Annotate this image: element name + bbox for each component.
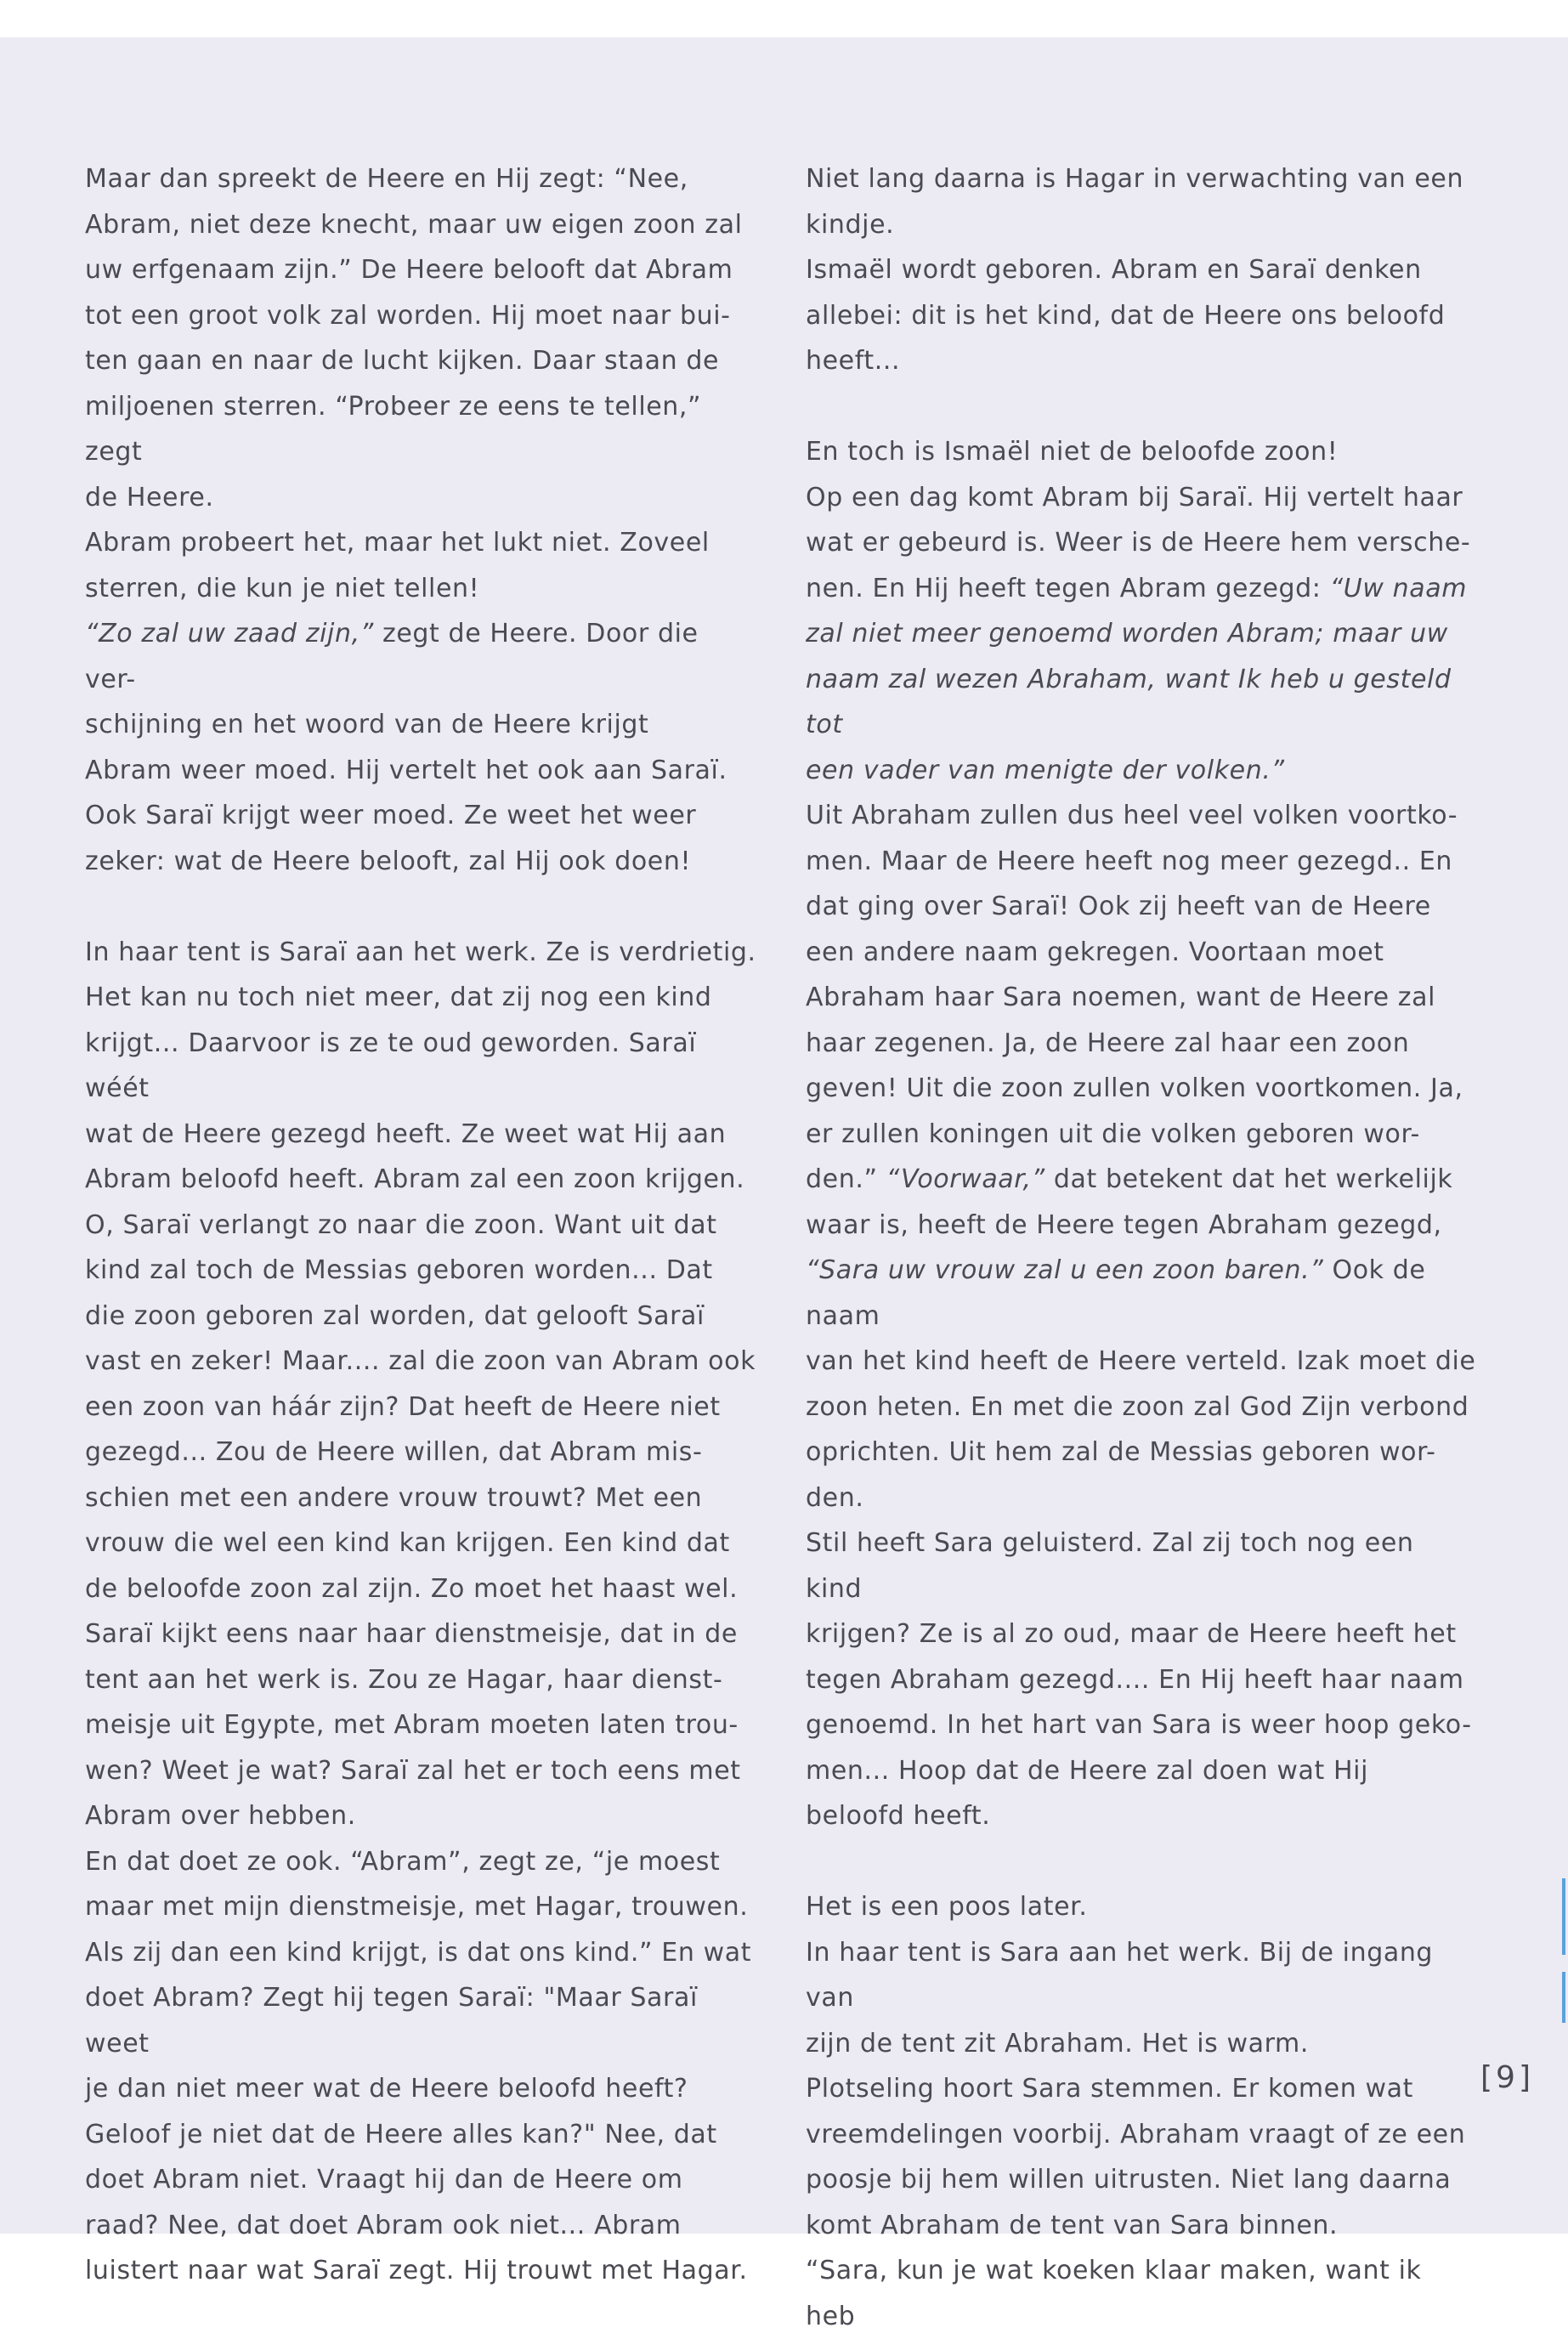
- left-line: de Heere.: [85, 482, 214, 513]
- left-line: wat de Heere gezegd heeft. Ze weet wat Hij aan: [85, 1119, 727, 1149]
- right-line: tegen Abraham gezegd.... En Hij heeft haar naam: [806, 1664, 1464, 1695]
- left-line: In haar tent is Saraï aan het werk. Ze is verdrietig.: [85, 937, 756, 967]
- scripture-quote: “Sara uw vrouw zal u een zoon baren.”: [806, 1255, 1324, 1285]
- left-line: krijgt... Daarvoor is ze te oud geworden. Saraï wéét: [85, 1028, 697, 1103]
- right-line: [806, 1248, 1477, 1339]
- left-line: O, Saraï verlangt zo naar die zoon. Want uit dat: [85, 1209, 717, 1240]
- right-line: [806, 611, 1477, 657]
- left-line: En dat doet ze ook. “Abram”, zegt ze, “je moest: [85, 1846, 721, 1877]
- page-edge-mark: [1562, 1878, 1565, 1955]
- left-line: [85, 611, 756, 702]
- left-line: uw erfgenaam zijn.” De Heere belooft dat Abram: [85, 255, 733, 285]
- right-line: kindje.: [806, 209, 895, 240]
- quote-continuation: zegt de Heere. Door die ver-: [85, 619, 699, 694]
- left-line: Abram over hebben.: [85, 1801, 356, 1831]
- right-line: Niet lang daarna is Hagar in verwachting van een: [806, 164, 1464, 194]
- left-line: schijning en het woord van de Heere krijgt: [85, 710, 649, 739]
- left-line: wen? Weet je wat? Saraï zal het er toch eens met: [85, 1755, 741, 1786]
- left-line: doet Abram niet. Vraagt hij dan de Heere om: [85, 2165, 683, 2195]
- left-line: miljoenen sterren. “Probeer ze eens te tellen,” zegt: [85, 391, 702, 467]
- left-line: een zoon van háár zijn? Dat heeft de Heere niet: [85, 1391, 721, 1422]
- left-line: Saraï kijkt eens naar haar dienstmeisje, dat in de: [85, 1619, 738, 1649]
- left-line: raad? Nee, dat doet Abram ook niet... Abram: [85, 2210, 682, 2240]
- scripture-quote: “Uw naam: [1329, 573, 1468, 603]
- right-line: allebei: dit is het kind, dat de Heere ons beloofd: [806, 300, 1446, 331]
- right-line: heeft...: [806, 346, 901, 376]
- left-line: de beloofde zoon zal zijn. Zo moet het haast wel.: [85, 1573, 739, 1604]
- right-line: den.: [806, 1482, 864, 1513]
- right-line: “Sara, kun je wat koeken klaar maken, want ik heb: [806, 2256, 1422, 2331]
- right-line: van het kind heeft de Heere verteld. Izak moet die: [806, 1346, 1476, 1376]
- left-line: tent aan het werk is. Zou ze Hagar, haar dienst-: [85, 1664, 723, 1695]
- left-line: vrouw die wel een kind kan krijgen. Een kind dat: [85, 1528, 730, 1558]
- right-column: [806, 156, 1477, 2339]
- left-line: Het kan nu toch niet meer, dat zij nog een kind: [85, 983, 712, 1012]
- right-line: genoemd. In het hart van Sara is weer hoop geko-: [806, 1710, 1472, 1740]
- line-text: Ook de naam: [806, 1255, 1426, 1331]
- line-text: den.”: [806, 1164, 886, 1194]
- left-line: maar met mijn dienstmeisje, met Hagar, trouwen.: [85, 1892, 749, 1922]
- paragraph-gap: [806, 1839, 1477, 1885]
- left-line: Abram weer moed. Hij vertelt het ook aan Saraï.: [85, 755, 727, 785]
- left-line: Als zij dan een kind krijgt, is dat ons kind.” En wat: [85, 1937, 752, 1968]
- right-line: zijn de tent zit Abraham. Het is warm.: [806, 2028, 1309, 2059]
- right-line: [806, 748, 1477, 794]
- right-line: Op een dag komt Abram bij Saraï. Hij vertelt haar: [806, 482, 1463, 513]
- right-line: In haar tent is Sara aan het werk. Bij de ingang van: [806, 1937, 1434, 2013]
- right-line: [806, 657, 1477, 748]
- left-line: Abram probeert het, maar het lukt niet. Zoveel: [85, 528, 710, 558]
- left-line: luistert naar wat Saraï zegt. Hij trouwt met Hagar.: [85, 2256, 748, 2285]
- right-line: beloofd heeft.: [806, 1801, 991, 1831]
- right-line: haar zegenen. Ja, de Heere zal haar een zoon: [806, 1028, 1410, 1058]
- right-line: krijgen? Ze is al zo oud, maar de Heere heeft het: [806, 1619, 1457, 1649]
- left-line: je dan niet meer wat de Heere beloofd heeft?: [85, 2074, 688, 2104]
- left-line: Abram beloofd heeft. Abram zal een zoon krijgen.: [85, 1164, 745, 1194]
- right-line: een andere naam gekregen. Voortaan moet: [806, 937, 1384, 967]
- right-line: Het is een poos later.: [806, 1892, 1088, 1922]
- page-edge-mark: [1562, 1972, 1565, 2023]
- right-line: vreemdelingen voorbij. Abraham vraagt of ze een: [806, 2119, 1466, 2149]
- line-text: nen. En Hij heeft tegen Abram gezegd:: [806, 573, 1330, 603]
- scripture-quote: naam zal wezen Abraham, want Ik heb u gesteld tot: [806, 664, 1452, 739]
- paragraph-gap: [85, 884, 756, 930]
- left-line: kind zal toch de Messias geboren worden... Dat: [85, 1255, 713, 1285]
- scripture-quote: zal niet meer genoemd worden Abram; maar uw: [806, 619, 1448, 648]
- scripture-quote: een vader van menigte der volken.”: [806, 755, 1285, 785]
- right-line: Stil heeft Sara geluisterd. Zal zij toch nog een kind: [806, 1528, 1414, 1604]
- left-line: doet Abram? Zegt hij tegen Saraï: "Maar Saraï weet: [85, 1983, 698, 2059]
- paragraph-gap: [806, 384, 1477, 430]
- left-line: zeker: wat de Heere belooft, zal Hij ook doen!: [85, 846, 692, 876]
- left-line: ten gaan en naar de lucht kijken. Daar staan de: [85, 346, 720, 376]
- right-line: Abraham haar Sara noemen, want de Heere zal: [806, 983, 1436, 1012]
- right-line: [806, 1157, 1477, 1203]
- left-line: Ook Saraï krijgt weer moed. Ze weet het weer: [85, 801, 697, 830]
- right-line: Uit Abraham zullen dus heel veel volken voortko-: [806, 801, 1458, 830]
- right-line: wat er gebeurd is. Weer is de Heere hem versche-: [806, 528, 1471, 558]
- right-line: waar is, heeft de Heere tegen Abraham gezegd,: [806, 1209, 1442, 1240]
- left-line: Abram, niet deze knecht, maar uw eigen zoon zal: [85, 209, 743, 240]
- right-line: poosje bij hem willen uitrusten. Niet lang daarna: [806, 2165, 1452, 2195]
- page-number: [9]: [1480, 2060, 1534, 2095]
- right-line: geven! Uit die zoon zullen volken voortkomen. Ja,: [806, 1073, 1463, 1103]
- right-line: komt Abraham de tent van Sara binnen.: [806, 2210, 1339, 2240]
- right-line: men. Maar de Heere heeft nog meer gezegd.. En: [806, 846, 1453, 876]
- right-line: er zullen koningen uit die volken geboren wor-: [806, 1119, 1420, 1149]
- right-line: [806, 566, 1477, 612]
- right-line: men... Hoop dat de Heere zal doen wat Hij: [806, 1755, 1369, 1786]
- right-line: Ismaël wordt geboren. Abram en Saraï denken: [806, 255, 1422, 285]
- right-line: En toch is Ismaël niet de beloofde zoon!: [806, 437, 1339, 467]
- left-line: tot een groot volk zal worden. Hij moet naar bui-: [85, 300, 731, 331]
- left-line: schien met een andere vrouw trouwt? Met een: [85, 1482, 703, 1513]
- left-line: Maar dan spreekt de Heere en Hij zegt: “Nee,: [85, 164, 688, 194]
- left-line: gezegd... Zou de Heere willen, dat Abram mis-: [85, 1437, 703, 1467]
- left-line: vast en zeker! Maar.... zal die zoon van Abram ook: [85, 1346, 756, 1376]
- left-line: meisje uit Egypte, met Abram moeten laten trou-: [85, 1710, 739, 1740]
- line-text: dat betekent dat het werkelijk: [1044, 1164, 1453, 1194]
- left-line: die zoon geboren zal worden, dat gelooft Saraï: [85, 1300, 705, 1331]
- right-line: zoon heten. En met die zoon zal God Zijn verbond: [806, 1391, 1469, 1422]
- left-column: [85, 156, 756, 2294]
- left-line: sterren, die kun je niet tellen!: [85, 573, 480, 603]
- scripture-quote: “Voorwaar,”: [886, 1164, 1045, 1194]
- right-line: oprichten. Uit hem zal de Messias geboren wor-: [806, 1437, 1436, 1467]
- right-line: Plotseling hoort Sara stemmen. Er komen wat: [806, 2074, 1413, 2104]
- left-line: Geloof je niet dat de Heere alles kan?" Nee, dat: [85, 2119, 717, 2149]
- right-line: dat ging over Saraï! Ook zij heeft van de Heere: [806, 892, 1431, 921]
- scripture-quote: “Zo zal uw zaad zijn,”: [85, 619, 374, 648]
